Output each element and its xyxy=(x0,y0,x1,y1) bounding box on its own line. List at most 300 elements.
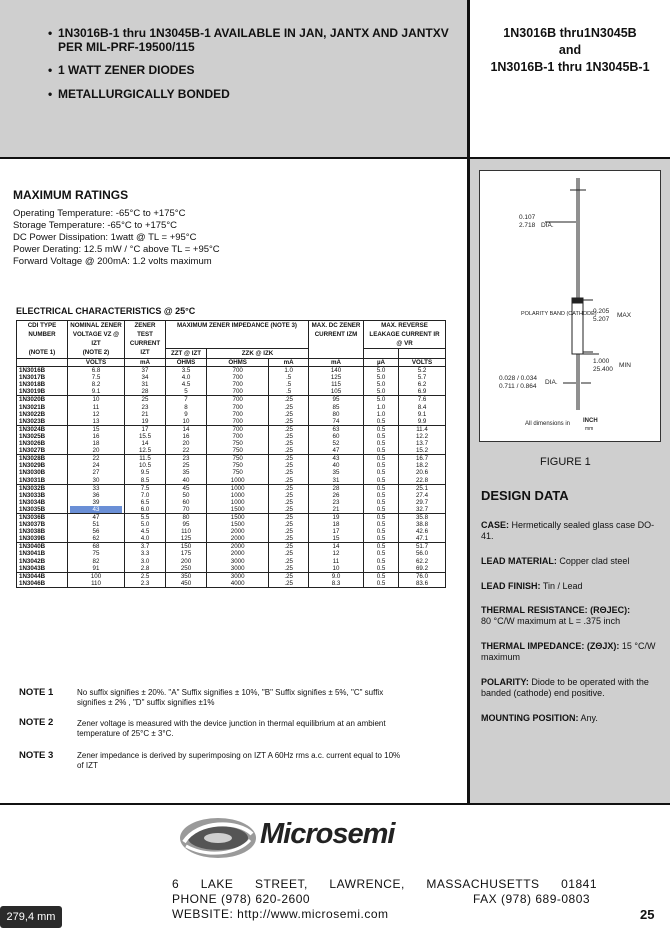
cell-value: 3.0 xyxy=(140,557,150,565)
cell-value: 5.7 xyxy=(417,374,427,382)
cell-value: .25 xyxy=(284,498,293,506)
cell-value: 1500 xyxy=(230,513,245,521)
part-number: 1N3031B xyxy=(19,476,46,484)
value-cell xyxy=(309,513,364,542)
value-cell xyxy=(207,484,269,513)
cell-value: 60 xyxy=(182,498,190,506)
cell-value: .25 xyxy=(284,432,293,440)
cell-value: 5 xyxy=(184,388,188,396)
cell-value: 700 xyxy=(232,410,243,418)
cell-value: 15.5 xyxy=(138,432,152,440)
value-cell xyxy=(399,572,446,587)
value-cell xyxy=(309,543,364,572)
cell-value: 0.5 xyxy=(376,498,386,506)
cell-value: 25 xyxy=(182,462,190,470)
svg-text:0.028 / 0.034: 0.028 / 0.034 xyxy=(499,375,537,382)
cell-value: 20 xyxy=(92,447,100,455)
cell-value: 700 xyxy=(232,396,243,404)
cell-value: 47 xyxy=(332,447,340,455)
cell-value: 69.2 xyxy=(415,564,429,572)
cell-value: 85 xyxy=(332,403,340,411)
cell-value: 12 xyxy=(92,410,100,418)
cell-value: .25 xyxy=(284,476,293,484)
cell-value: 11.4 xyxy=(416,425,428,433)
feature-bullet: • 1 WATT ZENER DIODES xyxy=(48,63,195,77)
part-number: 1N3035B xyxy=(19,505,46,513)
table-row-group xyxy=(17,425,446,454)
cell-value: 7.5 xyxy=(91,374,101,382)
value-cell xyxy=(269,367,309,396)
cell-value: 9.5 xyxy=(140,469,150,477)
cell-value: .25 xyxy=(284,484,293,492)
cell-value: .25 xyxy=(284,417,293,425)
cell-value: 6.8 xyxy=(91,367,101,375)
lead-material-spec: LEAD MATERIAL: Copper clad steel xyxy=(481,556,630,566)
cell-value: 9 xyxy=(184,410,188,418)
note-label: NOTE 3 xyxy=(19,750,54,761)
power-derating: Power Derating: 12.5 mW / °C above TL = +95°C xyxy=(13,244,220,255)
cell-value: .25 xyxy=(284,557,293,565)
design-data-title: DESIGN DATA xyxy=(481,488,569,503)
part-range-line2: 1N3016B-1 thru 1N3045B-1 xyxy=(490,60,650,74)
note-text: No suffix signifies ± 20%. "A" Suffix signifies ± 10%, "B" Suffix signifies ± 5%, "C" suffix signifies ± 2% , "D" suffix signifies ±1% xyxy=(77,688,384,707)
cell-value: 700 xyxy=(232,381,243,389)
cell-value: .25 xyxy=(284,543,293,551)
cell-value: 80 xyxy=(332,410,340,418)
cell-value: 0.5 xyxy=(376,417,386,425)
cell-value: 9.0 xyxy=(331,572,341,580)
cell-value: 4.0 xyxy=(181,374,191,382)
value-cell xyxy=(68,572,125,587)
cell-value: 63 xyxy=(332,425,340,433)
cell-value: 700 xyxy=(232,374,243,382)
page-number: 25 xyxy=(640,907,655,922)
cell-value: 1000 xyxy=(230,476,245,484)
cell-value: 19 xyxy=(141,417,149,425)
cell-value: 6.5 xyxy=(140,498,150,506)
value-cell xyxy=(125,455,166,484)
forward-voltage: Forward Voltage @ 200mA: 1.2 volts maximum xyxy=(13,256,212,267)
website-link[interactable]: WEBSITE: http://www.microsemi.com xyxy=(172,907,389,921)
cell-value: 68 xyxy=(92,543,100,551)
value-cell xyxy=(125,396,166,425)
table-row-group xyxy=(17,396,446,425)
part-range-line1: 1N3016B thru1N3045B xyxy=(503,26,637,40)
value-cell xyxy=(399,543,446,572)
cell-value: 105 xyxy=(330,388,342,396)
cell-value: 1.0 xyxy=(376,403,386,411)
cell-value: 16 xyxy=(92,432,100,440)
type-cell xyxy=(17,543,68,572)
cell-value: 4.5 xyxy=(140,528,150,536)
cell-value: 8.2 xyxy=(91,381,101,389)
cell-value: .5 xyxy=(286,374,292,382)
cell-value: 56.0 xyxy=(415,550,429,558)
cell-value: 140 xyxy=(330,367,342,375)
cell-value: .25 xyxy=(284,469,293,477)
cell-value: 22.8 xyxy=(415,476,429,484)
part-number: 1N3026B xyxy=(19,440,46,448)
part-number: 1N3019B xyxy=(19,388,46,396)
cell-value: 18.2 xyxy=(415,462,429,470)
part-number: 1N3043B xyxy=(19,564,46,572)
cell-value: 12.5 xyxy=(138,447,152,455)
part-number: 1N3032B xyxy=(19,484,46,492)
value-cell xyxy=(166,484,207,513)
cell-value: 74 xyxy=(332,417,340,425)
value-cell xyxy=(68,367,125,396)
cell-value: 18 xyxy=(92,440,100,448)
measurement-badge: 279,4 mm xyxy=(0,906,62,928)
cell-value: .25 xyxy=(284,425,293,433)
svg-text:0.205: 0.205 xyxy=(593,308,610,315)
cell-value: 29.7 xyxy=(415,498,429,506)
col-type: CDI TYPE NUMBER (NOTE 1) xyxy=(17,321,68,359)
part-number: 1N3046B xyxy=(19,579,46,587)
cell-value: .25 xyxy=(284,513,293,521)
cell-value: 31 xyxy=(141,381,149,389)
part-number: 1N3024B xyxy=(19,425,46,433)
cell-value: 76.0 xyxy=(415,572,429,580)
cell-value: 1.0 xyxy=(284,367,293,375)
value-cell xyxy=(207,396,269,425)
cell-value: 175 xyxy=(180,550,192,558)
cell-value: 47 xyxy=(92,513,100,521)
cell-value: .25 xyxy=(284,550,293,558)
part-number: 1N3023B xyxy=(19,417,46,425)
part-number: 1N3016B xyxy=(19,367,46,375)
cell-value: 0.5 xyxy=(376,564,386,572)
part-number: 1N3040B xyxy=(19,543,46,551)
cell-value: 15 xyxy=(92,425,100,433)
value-cell xyxy=(207,513,269,542)
cell-value: 83.6 xyxy=(415,579,429,587)
cell-value: 16.7 xyxy=(415,455,429,463)
cell-value: 0.5 xyxy=(376,425,386,433)
cell-value: 110 xyxy=(91,579,101,587)
cell-value: 1.0 xyxy=(376,410,386,418)
value-cell xyxy=(309,484,364,513)
value-cell xyxy=(269,543,309,572)
cell-value: 700 xyxy=(232,367,243,375)
thermal-resistance-spec: THERMAL RESISTANCE: (RΘJEC): 80 °C/W maximum at L = .375 inch xyxy=(481,605,631,626)
cell-value: 3.3 xyxy=(140,550,150,558)
value-cell xyxy=(166,396,207,425)
value-cell xyxy=(68,425,125,454)
column-divider xyxy=(467,0,470,803)
cell-value: 70 xyxy=(182,505,190,513)
cell-value: 33 xyxy=(92,484,100,492)
cell-value: 6.2 xyxy=(417,381,427,389)
max-ratings-title: MAXIMUM RATINGS xyxy=(13,188,129,202)
cell-value: 7.0 xyxy=(140,491,150,499)
table-row-group xyxy=(17,455,446,484)
col-zz: MAXIMUM ZENER IMPEDANCE (NOTE 3) xyxy=(166,321,309,349)
value-cell xyxy=(364,513,399,542)
value-cell xyxy=(125,425,166,454)
cell-value: .25 xyxy=(284,410,293,418)
cell-value: 35.8 xyxy=(415,513,429,521)
table-row-group xyxy=(17,513,446,542)
type-cell xyxy=(17,455,68,484)
cell-value: 28 xyxy=(141,388,149,396)
cell-value: 36 xyxy=(92,491,100,499)
cell-value: 110 xyxy=(181,528,191,536)
cell-value: 5.0 xyxy=(376,396,386,404)
value-cell xyxy=(364,572,399,587)
col-ir: MAX. REVERSE LEAKAGE CURRENT IR @ VR xyxy=(364,321,446,349)
part-number: 1N3020B xyxy=(19,396,46,404)
type-cell xyxy=(17,367,68,396)
cell-value: .25 xyxy=(284,396,293,404)
type-cell xyxy=(17,425,68,454)
cell-value: 14 xyxy=(182,425,190,433)
storage-temp: Storage Temperature: -65°C to +175°C xyxy=(13,220,178,231)
value-cell xyxy=(309,425,364,454)
col-zzt: ZZT @ IZT xyxy=(166,349,207,359)
cell-value: 50 xyxy=(182,491,190,499)
part-number: 1N3034B xyxy=(19,498,46,506)
col-izt: ZENER TEST CURRENT IZT xyxy=(125,321,166,359)
cell-value: 2.5 xyxy=(140,572,150,580)
lead-finish-spec: LEAD FINISH: Tin / Lead xyxy=(481,581,583,591)
cell-value: .5 xyxy=(286,388,292,396)
cell-value: 11 xyxy=(92,403,100,411)
cell-value: 19 xyxy=(332,513,340,521)
cell-value: .25 xyxy=(284,528,293,536)
cell-value: 4.5 xyxy=(181,381,191,389)
header-divider xyxy=(0,157,670,159)
part-number: 1N3017B xyxy=(19,374,46,382)
cell-value: 0.5 xyxy=(376,484,386,492)
value-cell xyxy=(166,425,207,454)
cell-value: 3000 xyxy=(230,572,245,580)
cell-value: 2000 xyxy=(230,535,245,543)
cell-value: 5.2 xyxy=(417,367,427,375)
col-vz: NOMINAL ZENER VOLTAGE VZ @ IZT (NOTE 2) xyxy=(68,321,125,359)
value-cell xyxy=(68,455,125,484)
value-cell xyxy=(166,513,207,542)
cell-value: 700 xyxy=(232,417,243,425)
value-cell xyxy=(207,455,269,484)
cell-value: 40 xyxy=(182,476,190,484)
value-cell xyxy=(309,396,364,425)
note-text: Zener voltage is measured with the device junction in thermal equilibrium at an ambient temperature of 25°C ± 3°C. xyxy=(77,719,386,738)
cell-value: 750 xyxy=(232,462,243,470)
cell-value: 125 xyxy=(330,374,342,382)
table-row-group xyxy=(17,572,446,587)
footer-divider xyxy=(0,803,670,805)
thermal-impedance-spec: THERMAL IMPEDANCE: (ZΘJX): 15 °C/W maximum xyxy=(481,641,656,662)
part-number: 1N3036B xyxy=(19,513,46,521)
value-cell xyxy=(68,484,125,513)
table-row-group xyxy=(17,543,446,572)
cell-value: 7.6 xyxy=(417,396,427,404)
cell-value: 7.5 xyxy=(140,484,150,492)
svg-text:DIA.: DIA. xyxy=(541,222,554,229)
operating-temp: Operating Temperature: -65°C to +175°C xyxy=(13,208,186,219)
value-cell xyxy=(269,396,309,425)
cell-value: 28 xyxy=(332,484,340,492)
value-cell xyxy=(166,455,207,484)
value-cell xyxy=(399,484,446,513)
value-cell xyxy=(125,513,166,542)
value-cell xyxy=(399,367,446,396)
cell-value: 7 xyxy=(184,396,188,404)
cell-value: 1000 xyxy=(230,491,245,499)
svg-text:All dimensions in: All dimensions in xyxy=(525,421,571,427)
cell-value: 42.6 xyxy=(415,528,429,536)
cell-value: 700 xyxy=(232,432,243,440)
cell-value: 15 xyxy=(332,535,340,543)
cell-value: .25 xyxy=(284,403,293,411)
value-cell xyxy=(364,455,399,484)
svg-text:MIN: MIN xyxy=(619,362,631,369)
electrical-characteristics-table xyxy=(16,320,446,588)
value-cell xyxy=(166,543,207,572)
part-number: 1N3039B xyxy=(19,535,46,543)
cell-value: 43 xyxy=(70,506,122,513)
cell-value: .25 xyxy=(284,447,293,455)
cell-value: 14 xyxy=(141,440,149,448)
cell-value: 750 xyxy=(232,455,243,463)
cell-value: 75 xyxy=(92,550,100,558)
cell-value: 34 xyxy=(141,374,149,382)
col-zzk: ZZK @ IZK xyxy=(207,349,309,359)
cell-value: 0.5 xyxy=(376,432,386,440)
cell-value: 200 xyxy=(180,557,192,565)
unit-cell: mA xyxy=(269,359,309,367)
value-cell xyxy=(207,425,269,454)
svg-text:mm: mm xyxy=(585,426,594,432)
value-cell xyxy=(364,367,399,396)
part-number: 1N3028B xyxy=(19,455,46,463)
cell-value: 2.3 xyxy=(140,579,150,587)
cell-value: 2.8 xyxy=(140,564,150,572)
part-number: 1N3042B xyxy=(19,557,46,565)
cell-value: .25 xyxy=(284,579,293,587)
cell-value: .25 xyxy=(284,455,293,463)
cell-value: 750 xyxy=(232,447,243,455)
svg-text:DIA.: DIA. xyxy=(545,379,558,386)
value-cell xyxy=(166,367,207,396)
cell-value: 52 xyxy=(332,440,340,448)
part-number: 1N3041B xyxy=(19,550,46,558)
part-number: 1N3022B xyxy=(19,410,46,418)
cell-value: 3.7 xyxy=(140,543,150,551)
note-label: NOTE 2 xyxy=(19,717,54,728)
cell-value: 5.0 xyxy=(376,381,386,389)
cell-value: 27.4 xyxy=(415,491,429,499)
cell-value: .5 xyxy=(286,381,292,389)
svg-text:1.000: 1.000 xyxy=(593,358,610,365)
type-cell xyxy=(17,513,68,542)
cell-value: 3000 xyxy=(230,557,245,565)
cell-value: 250 xyxy=(180,564,192,572)
cell-value: 40 xyxy=(332,462,340,470)
value-cell xyxy=(309,367,364,396)
cell-value: 9.1 xyxy=(91,388,101,396)
cell-value: 25 xyxy=(141,396,149,404)
cell-value: 35 xyxy=(182,469,190,477)
cell-value: 8.3 xyxy=(331,579,341,587)
cell-value: 13.7 xyxy=(415,440,429,448)
value-cell xyxy=(68,396,125,425)
cell-value: 2000 xyxy=(230,550,245,558)
part-number: 1N3029B xyxy=(19,462,46,470)
value-cell xyxy=(269,425,309,454)
cell-value: 0.5 xyxy=(376,476,386,484)
cell-value: 750 xyxy=(232,469,243,477)
cell-value: 22 xyxy=(92,455,100,463)
svg-text:0.711 / 0.864: 0.711 / 0.864 xyxy=(499,383,537,390)
cell-value: 6.9 xyxy=(417,388,427,396)
cell-value: 0.5 xyxy=(376,550,386,558)
cell-value: .25 xyxy=(284,440,293,448)
value-cell xyxy=(364,396,399,425)
cell-value: 700 xyxy=(232,388,243,396)
cell-value: 1500 xyxy=(230,521,245,529)
unit-cell: µA xyxy=(364,359,399,367)
svg-text:2.718: 2.718 xyxy=(519,222,536,229)
case-spec: CASE: Hermetically sealed glass case DO-41. xyxy=(481,520,655,541)
cell-value: 4000 xyxy=(230,579,245,587)
value-cell xyxy=(269,572,309,587)
value-cell xyxy=(207,367,269,396)
unit-cell: OHMS xyxy=(207,359,269,367)
svg-text:5.207: 5.207 xyxy=(593,316,610,323)
svg-text:25.400: 25.400 xyxy=(593,366,613,373)
unit-cell: mA xyxy=(125,359,166,367)
cell-value: 95 xyxy=(182,521,190,529)
cell-value: 0.5 xyxy=(376,513,386,521)
cell-value: 8.5 xyxy=(140,476,150,484)
cell-value: 125 xyxy=(180,535,192,543)
cell-value: 450 xyxy=(180,579,192,587)
cell-value: 27 xyxy=(92,469,100,477)
cell-value: 0.5 xyxy=(376,491,386,499)
value-cell xyxy=(125,543,166,572)
part-number: 1N3030B xyxy=(19,469,46,477)
cell-value: 80 xyxy=(182,513,190,521)
value-cell xyxy=(399,513,446,542)
cell-value: 39 xyxy=(92,498,100,506)
diode-outline-figure xyxy=(479,170,661,442)
cell-value: 18 xyxy=(332,521,340,529)
cell-value: 26 xyxy=(332,491,340,499)
unit-cell: VOLTS xyxy=(399,359,446,367)
col-vr xyxy=(399,349,446,359)
cell-value: 5.0 xyxy=(376,367,386,375)
cell-value: 23 xyxy=(332,498,340,506)
cell-value: 62.2 xyxy=(415,557,429,565)
cell-value: 17 xyxy=(141,425,149,433)
svg-text:MAX: MAX xyxy=(617,312,632,319)
type-cell xyxy=(17,484,68,513)
cell-value: 51.7 xyxy=(415,543,429,551)
cell-value: 23 xyxy=(182,455,190,463)
cell-value: 11 xyxy=(332,557,340,565)
cell-value: 17 xyxy=(332,528,340,536)
mounting-spec: MOUNTING POSITION: Any. xyxy=(481,713,598,723)
unit-cell: VOLTS xyxy=(68,359,125,367)
elec-char-title: ELECTRICAL CHARACTERISTICS @ 25°C xyxy=(16,306,196,316)
cell-value: 25.1 xyxy=(415,484,429,492)
cell-value: 12.2 xyxy=(415,432,429,440)
value-cell xyxy=(399,455,446,484)
cell-value: 0.5 xyxy=(376,521,386,529)
cell-value: 100 xyxy=(90,572,102,580)
